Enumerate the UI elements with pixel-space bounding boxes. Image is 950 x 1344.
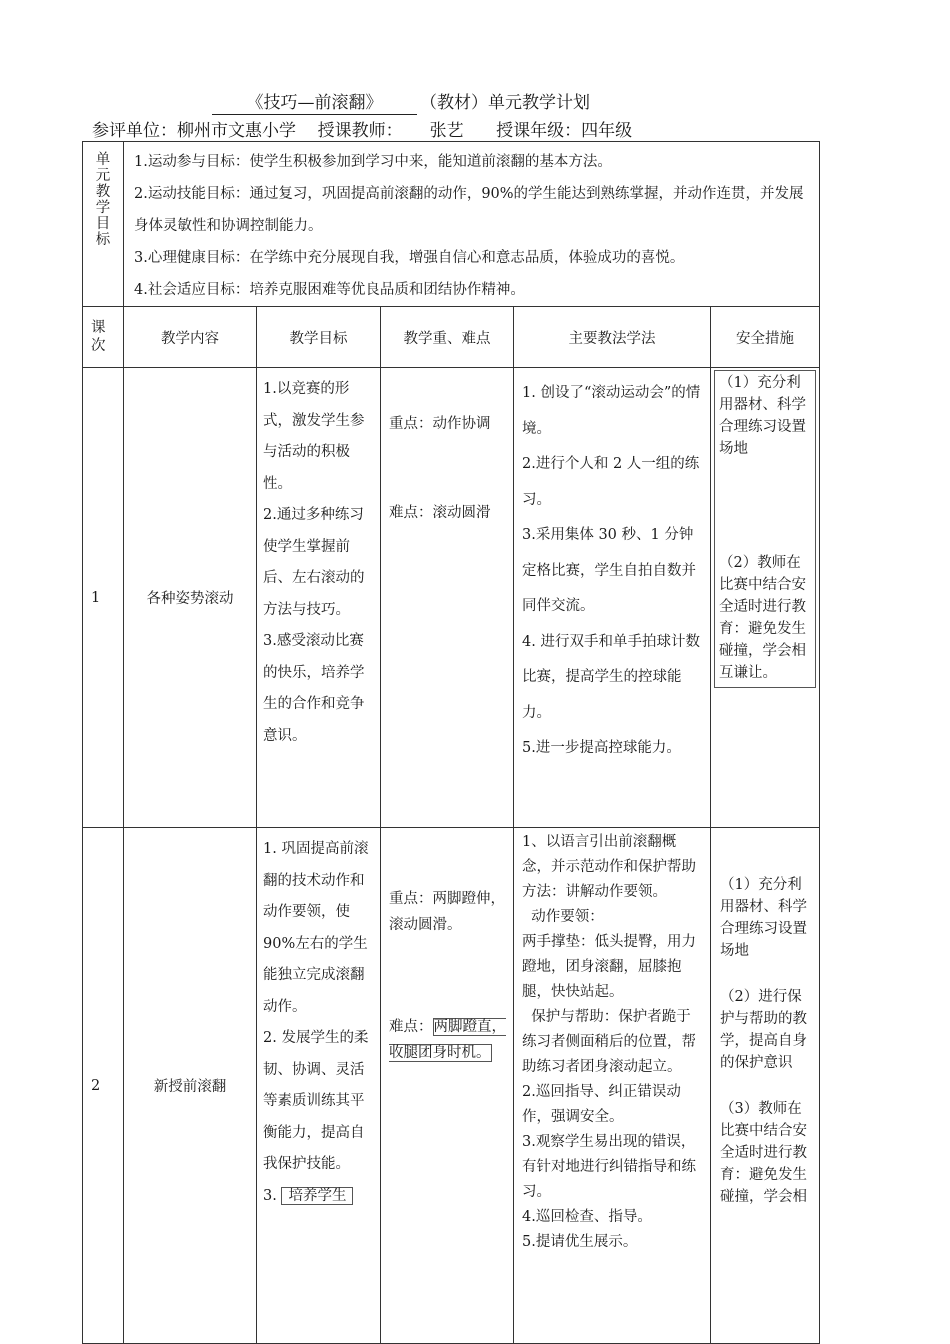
lesson-content: 各种姿势滚动 <box>124 368 257 828</box>
col-header-safety: 安全措施 <box>711 307 820 368</box>
goals-list <box>124 142 820 307</box>
table-row <box>83 368 820 828</box>
key-points <box>381 828 514 1344</box>
safety-measures: （1）充分利用器材、科学合理练习设置场地 （2）教师在比赛中结合安全适时进行教育：避免发生碰撞，学会相互谦让。 <box>711 368 820 828</box>
teacher-label: 授课教师： <box>317 121 403 141</box>
goal-item: 2.运动技能目标：通过复习，巩固提高前滚翻的动作，90%的学生能达到熟练掌握，并动作连贯，并发展身体灵敏性和协调控制能力。 <box>134 186 804 234</box>
col-header-lesson: 课次 <box>83 307 124 368</box>
safety-measures: （1）充分利用器材、科学合理练习设置场地 （2）进行保护与帮助的教学，提高自身的保护意识 （3）教师在比赛中结合安全适时进行教育：避免发生碰撞，学会相 <box>711 828 820 1344</box>
col-header-objectives: 教学目标 <box>257 307 381 368</box>
boxed-text: 培养学生 <box>281 1187 353 1205</box>
teacher-value: 张艺 <box>429 121 464 141</box>
col-header-methods: 主要教法学法 <box>514 307 711 368</box>
grade-label: 授课年级： <box>496 121 582 141</box>
lesson-number: 1 <box>83 368 124 828</box>
difficulty: 难点：滚动圆滑 <box>389 505 491 521</box>
goals-row <box>83 142 820 307</box>
goal-item: 3.心理健康目标：在学练中充分展现自我，增强自信心和意志品质，体验成功的喜悦。 <box>134 250 685 266</box>
lesson-objectives: 1. 巩固提高前滚翻的技术动作和动作要领，使90%左右的学生能独立完成滚翻动作。 2. 发展学生的柔韧、协调、灵活等素质训练其平衡能力，提高自我保护技能。 3. 培养学生 <box>257 828 381 1344</box>
key-point: 重点：动作协调 <box>389 416 491 432</box>
goal-item: 4.社会适应目标：培养克服困难等优良品质和团结协作精神。 <box>134 282 525 298</box>
unit-label: 参评单位： <box>92 121 177 141</box>
plan-table <box>82 141 820 1344</box>
teaching-methods: 1、以语言引出前滚翻概念，并示范动作和保护帮助方法：讲解动作要领。 动作要领： 两手撑垫：低头提臀，用力蹬地，团身滚翻，屈膝抱腿，快快站起。 保护与帮助：保护者跪于练习者侧面稍后的位置，帮助练习者团身滚动起立。 2.巡回指导、纠正错误动作，强调安全。 3.观察学生易出现的错误，有针对地进行纠错指导和练习。 4.巡回检查、指导。 5.提请优生展示。 <box>514 828 711 1344</box>
boxed-text: 两脚蹬直，收腿团身时机。 <box>389 1019 506 1061</box>
key-point: 重点：两脚蹬伸，滚动圆滑。 <box>389 891 505 933</box>
table-header-row <box>83 307 820 368</box>
title-main: 《技巧—前滚翻》 <box>212 88 417 115</box>
goals-header: 单元教学目标 <box>83 142 124 307</box>
grade-value: 四年级 <box>581 121 633 141</box>
title-sub: （教材）单元教学计划 <box>420 93 590 113</box>
table-row <box>83 828 820 1344</box>
difficulty: 难点：两脚蹬直，收腿团身时机。 <box>389 1019 506 1061</box>
lesson-content: 新授前滚翻 <box>124 828 257 1344</box>
goal-item: 1.运动参与目标：使学生积极参加到学习中来，能知道前滚翻的基本方法。 <box>134 154 612 170</box>
unit-value: 柳州市文惠小学 <box>177 121 296 141</box>
lesson-number: 2 <box>83 828 124 1344</box>
col-header-key-points: 教学重、难点 <box>381 307 514 368</box>
key-points <box>381 368 514 828</box>
lesson-objectives: 1.以竞赛的形式，激发学生参与活动的积极性。 2.通过多种练习使学生掌握前后、左右滚动的方法与技巧。 3.感受滚动比赛的快乐，培养学生的合作和竞争意识。 <box>257 368 381 828</box>
document-title <box>0 88 950 114</box>
teaching-methods: 1. 创设了“滚动运动会”的情境。 2.进行个人和 2 人一组的练习。 3.采用集体 30 秒、1 分钟定格比赛，学生自拍自数并同伴交流。 4. 进行双手和单手拍球计数比赛，提高学生的控球能力。 5.进一步提高控球能力。 <box>514 368 711 828</box>
meta-line <box>92 116 632 141</box>
col-header-content: 教学内容 <box>124 307 257 368</box>
